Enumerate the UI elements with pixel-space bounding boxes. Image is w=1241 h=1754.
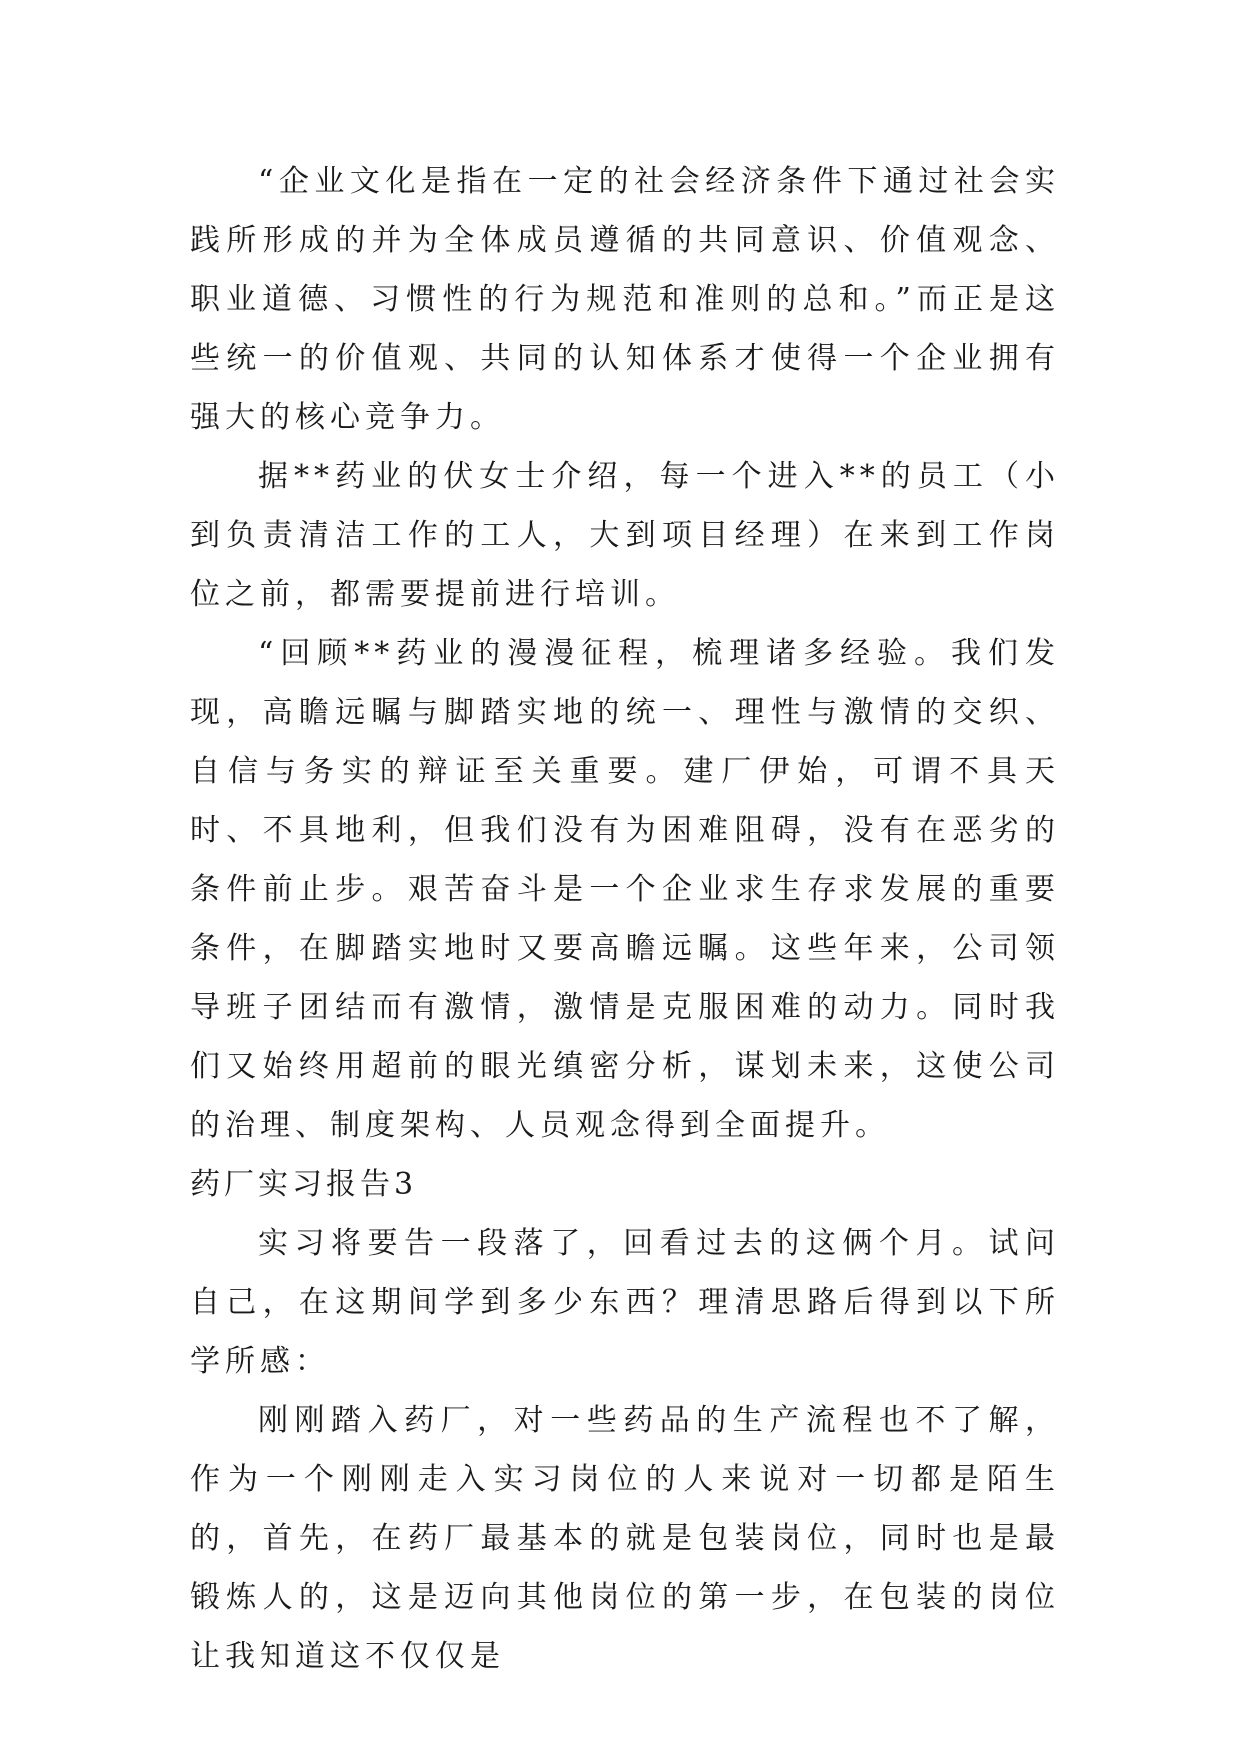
paragraph-packaging-post: 刚刚踏入药厂，对一些药品的生产流程也不了解，作为一个刚刚走入实习岗位的人来说对一切都是陌生的，首先，在药厂最基本的就是包装岗位，同时也是最锻炼人的，这是迈向其他岗位的第一步，在包装的岗位让我知道这不仅仅是 xyxy=(190,1403,1060,1674)
paragraph-internship-summary: 实习将要告一段落了，回看过去的这俩个月。试问自己，在这期间学到多少东西？理清思路后得到以下所学所感： xyxy=(190,1226,1060,1379)
section-heading: 药厂实习报告3 xyxy=(190,1167,418,1202)
paragraph-review: “回顾**药业的漫漫征程，梳理诸多经验。我们发现，高瞻远瞩与脚踏实地的统一、理性与激情的交织、自信与务实的辩证至关重要。建厂伊始，可谓不具天时、不具地利，但我们没有为困难阻碍，没有在恶劣的条件前止步。艰苦奋斗是一个企业求生存求发展的重要条件，在脚踏实地时又要高瞻远瞩。这些年来，公司领导班子团结而有激情，激情是克服困难的动力。同时我们又始终用超前的眼光缜密分析，谋划未来，这使公司的治理、制度架构、人员观念得到全面提升。 xyxy=(190,636,1060,1143)
paragraph-training: 据**药业的伏女士介绍，每一个进入**的员工（小到负责清洁工作的工人，大到项目经理）在来到工作岗位之前，都需要提前进行培训。 xyxy=(190,459,1060,612)
paragraph-corporate-culture: “企业文化是指在一定的社会经济条件下通过社会实践所形成的并为全体成员遵循的共同意识、价值观念、职业道德、习惯性的行为规范和准则的总和。”而正是这些统一的价值观、共同的认知体系才使得一个企业拥有强大的核心竞争力。 xyxy=(190,164,1060,435)
document-body xyxy=(190,152,1060,1686)
